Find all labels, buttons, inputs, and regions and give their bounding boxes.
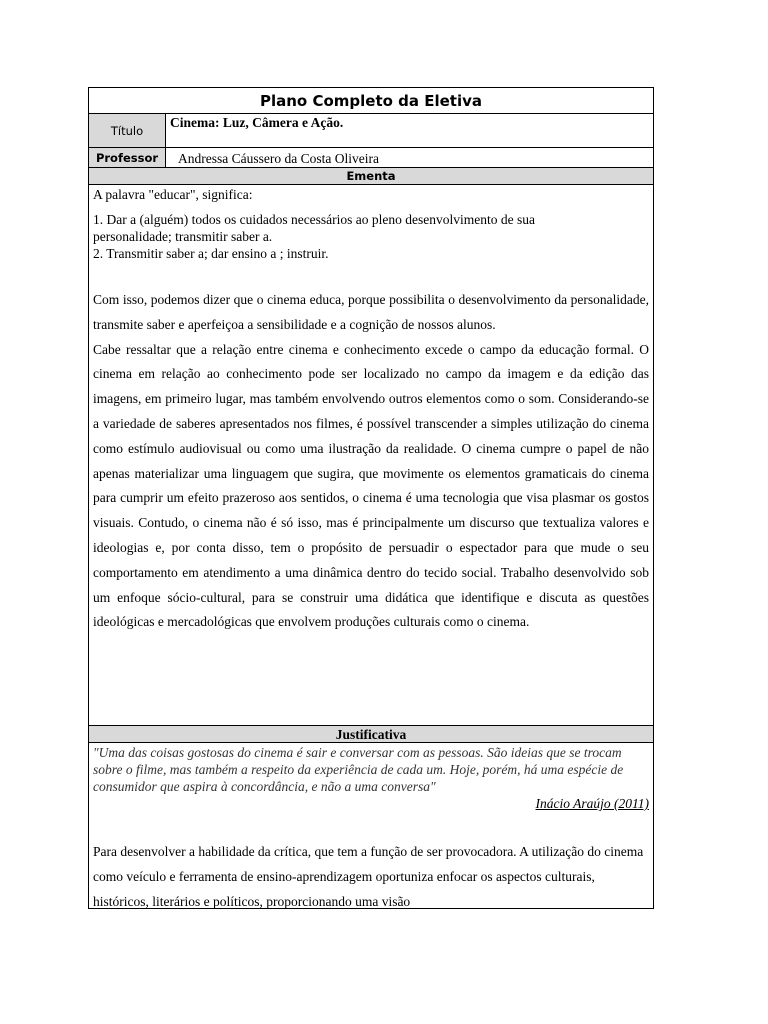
- titulo-value: Cinema: Luz, Câmera e Ação.: [170, 115, 344, 130]
- titulo-label: Título: [89, 114, 166, 147]
- ementa-definition-1: 1. Dar a (alguém) todos os cuidados necessários ao pleno desenvolvimento de sua personalidade; transmitir saber a.: [93, 212, 536, 244]
- ementa-definition-2: 2. Transmitir saber a; dar ensino a ; instruir.: [93, 246, 329, 261]
- justificativa-heading: Justificativa: [89, 726, 653, 743]
- elective-plan-table: [88, 87, 654, 909]
- professor-row: [89, 148, 653, 168]
- ementa-heading: Ementa: [89, 168, 653, 185]
- ementa-paragraph-1: Com isso, podemos dizer que o cinema educa, porque possibilita o desenvolvimento da personalidade, transmite saber e aperfeiçoa a sensibilidade e a cognição de nossos alunos.: [93, 292, 649, 332]
- justificativa-quote: "Uma das coisas gostosas do cinema é sair e conversar com as pessoas. São ideias que se trocam sobre o filme, mas também a respeito da experiência de cada um. Hoje, porém, há uma espécie de consumidor que aspira à concordância, e não a uma conversa": [93, 745, 624, 794]
- justificativa-body: [89, 743, 653, 908]
- quote-citation: Inácio Araújo (2011): [535, 796, 649, 811]
- justificativa-paragraph: Para desenvolver a habilidade da crítica, que tem a função de ser provocadora. A utilização do cinema como veículo e ferramenta de ensino-aprendizagem oportuniza enfocar os aspectos culturais, históricos, literários e políticos, proporcionando uma visão: [93, 844, 644, 909]
- professor-label: Professor: [89, 148, 166, 167]
- titulo-row: [89, 114, 653, 148]
- ementa-intro: A palavra "educar", significa:: [93, 187, 253, 202]
- ementa-paragraph-2: Cabe ressaltar que a relação entre cinema e conhecimento excede o campo da educação formal. O cinema em relação ao conhecimento pode ser localizado no campo da imagem e da edição das imagens, em primeiro lugar, mas também envolvendo outros elementos como o som. Considerando-se a variedade de saberes apresentados nos filmes, é possível transcender a simples utilização do cinema como estímulo audiovisual ou como uma ilustração da realidade. O cinema cumpre o papel de não apenas materializar uma linguagem que sugira, que movimente os elementos gramaticais do cinema para cumprir um efeito prazeroso aos sentidos, o cinema é uma tecnologia que visa plasmar os gostos visuais. Contudo, o cinema não é só isso, mas é principalmente um discurso que textualiza valores e ideologias e, por conta disso, tem o propósito de persuadir o espectador para que mude o seu comportamento em atendimento a uma dinâmica dentro do tecido social. Trabalho desenvolvido sob um enfoque sócio-cultural, para se construir uma didática que identifique e discuta as questões ideológicas e mercadológicas que envolvem produções culturais como o cinema.: [93, 341, 649, 630]
- ementa-body: [89, 186, 653, 726]
- professor-value: Andressa Cáussero da Costa Oliveira: [178, 151, 379, 166]
- document-title: Plano Completo da Eletiva: [89, 88, 653, 114]
